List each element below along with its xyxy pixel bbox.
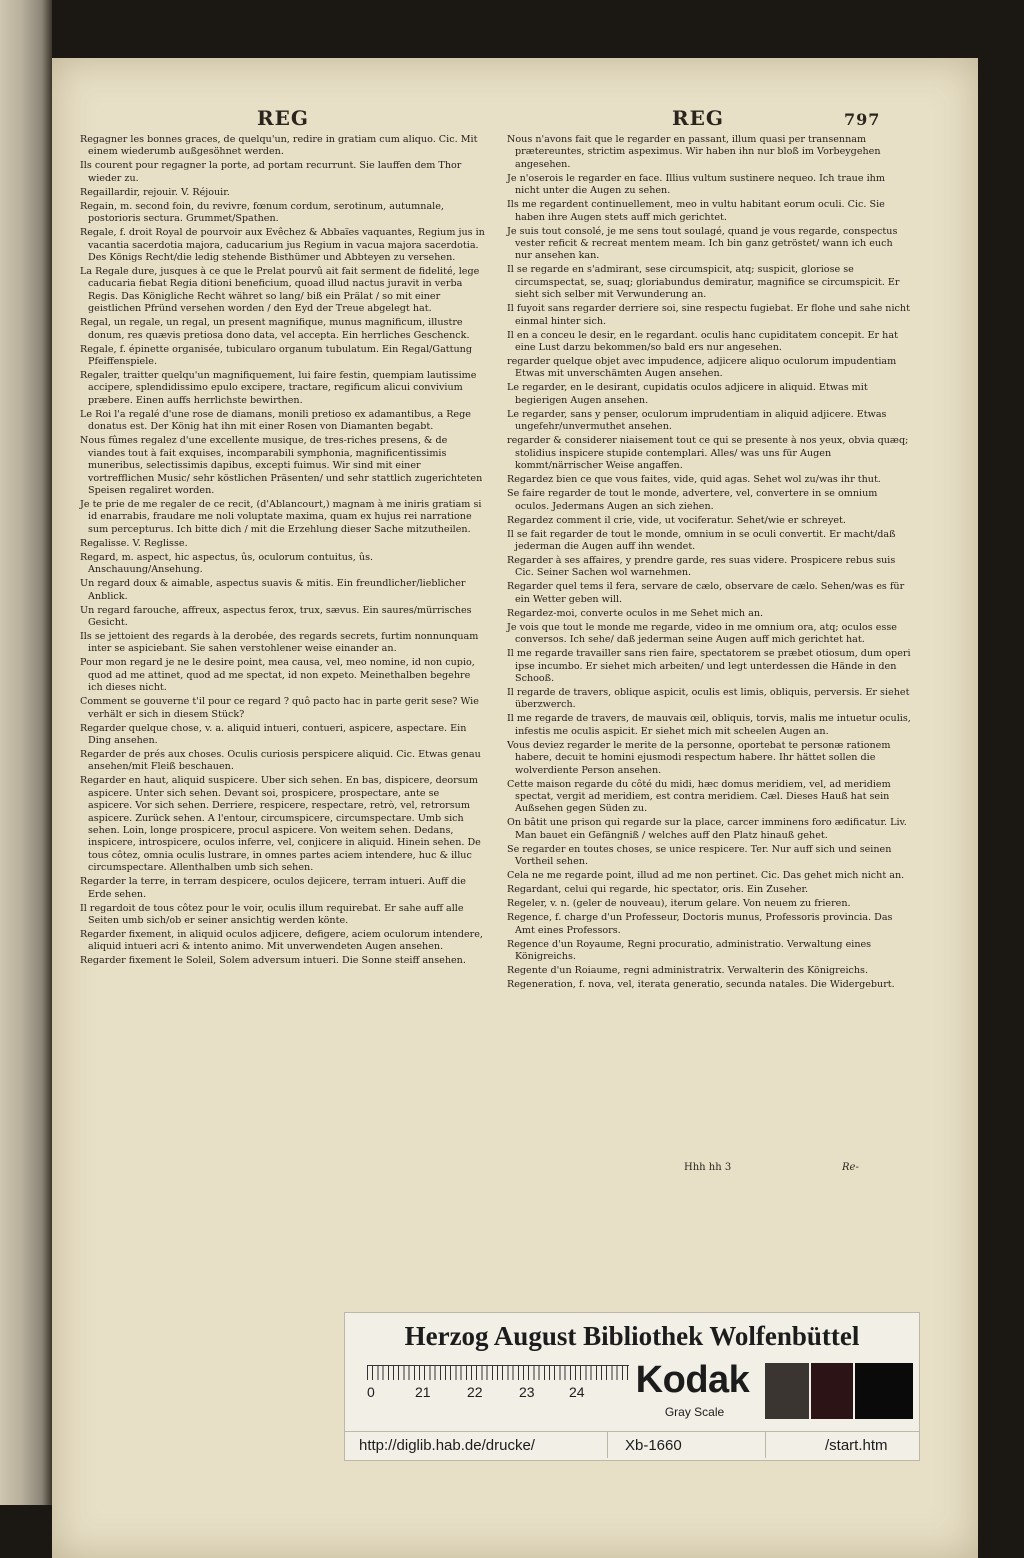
dictionary-entry: Regarder la terre, in terram despicere, oculos dejicere, terram intueri. Auff die Erde sehen.	[80, 876, 466, 900]
dictionary-entry: Je te prie de me regaler de ce recit, (d'Ablancourt,) magnam à me iniris gratiam si id enarrabis, fraudare me noli voluptate maxima, quam ex hujus rei narratione sum percepturus. Ich bitte dich / mit die Erzehlung dieser Sache mitzutheilen.	[80, 498, 482, 535]
dictionary-entry: Vous deviez regarder le merite de la personne, oportebat te personæ rationem habere, decuit te homini ejusmodi respectum habere. Ihr hättet sollen die wolverdiente Person ansehen.	[507, 739, 891, 776]
dictionary-entry: Le regarder, sans y penser, oculorum imprudentiam in aliquid adjicere. Etwas ungefehr/unvermuthet ansehen.	[507, 408, 887, 433]
dictionary-entry: Regagner les bonnes graces, de quelqu'un, redire in gratiam cum aliquo. Cic. Mit einem wiederumb außgesöhnet werden.	[80, 134, 478, 158]
dictionary-entry: Il en a conceu le desir, en le regardant. oculis hanc cupiditatem concepit. Er hat eine Lust darzu bekommen/so bald ers nur angesehen.	[507, 329, 898, 354]
dictionary-entry: Regard, m. aspect, hic aspectus, ûs, oculorum contuitus, ûs. Anschauung/Ansehung.	[80, 551, 374, 576]
dictionary-entry: Regardez comment il crie, vide, ut vociferatur. Sehet/wie er schreyet.	[507, 514, 846, 526]
scale-number: 24	[569, 1384, 585, 1400]
dictionary-entry: Le regarder, en le desirant, cupidatis oculos adjicere in aliquid. Etwas mit begierigen Augen ansehen.	[507, 382, 868, 406]
dictionary-entry: Regale, f. épinette organisée, tubicularo organum tubulatum. Ein Regal/Gattung Pfeiffenspiele.	[80, 343, 472, 368]
dictionary-entry: Regente d'un Roiaume, regni administratrix. Verwalterin des Königreichs.	[507, 965, 869, 976]
dictionary-entry: Un regard doux & aimable, aspectus suavis & mitis. Ein freundlicher/lieblicher Anblick.	[80, 578, 466, 602]
gray-scale-label: Gray Scale	[664, 1405, 725, 1419]
dictionary-entry: Regarder en haut, aliquid suspicere. Uber sich sehen. En bas, dispicere, deorsum aspicere. Unter sich sehen. Devant soi, prospicere, prospectare, ante se aspicere. Vor sich sehen. Derriere, respicere, respectare, retrò, vel, retrorsum aspicere. Zurück sehen. A l'entour, circumspicere, circumspectare. Umb sich sehen. Loin, longe prospicere, procul aspicere. Von weitem sehen. Dedans, inspicere, introspicere, oculos inferre, vel, conjicere in aliquid. Hinein sehen. De tous côtez, omnia oculis lustrare, in omnes partes aciem intendere, huc & illuc circumspectare. Allenthalben umb sich sehen.	[80, 775, 481, 874]
scale-number: 21	[415, 1384, 431, 1400]
dictionary-entry: Le Roi l'a regalé d'une rose de diamans, monili pretioso ex adamantibus, a Rege donatus est. Der König hat ihn mit einer Rosen von Diamanten begabt.	[80, 408, 471, 433]
library-name: Herzog August Bibliothek Wolfenbüttel	[404, 1321, 860, 1351]
dictionary-entry: Il regarde de travers, oblique aspicit, oculis est limis, obliquis, perversis. Er siehet überzwerch.	[507, 686, 910, 711]
dictionary-entry: Regardant, celui qui regarde, hic spectator, oris. Ein Zuseher.	[507, 884, 809, 896]
dictionary-entry: Regalisse. V. Reglisse.	[80, 537, 188, 549]
dictionary-entry: Il se regarde en s'admirant, sese circumspicit, atq; suspicit, gloriose se circumspectat, se, suaq; gloriabundus demiratur, magnifice se circumspicit. Er sieht sich selber mit Verwunderung an.	[507, 264, 900, 301]
label-footer	[345, 1431, 919, 1458]
book-spine	[0, 0, 52, 1505]
library-label	[344, 1312, 920, 1461]
dictionary-entry: Se regarder en toutes choses, se unice respicere. Ter. Nur auff sich und seinen Vortheil sehen.	[507, 843, 892, 868]
dictionary-entry: regarder quelque objet avec impudence, adjicere aliquo oculorum impudentiam Etwas mit unverschämten Augen ansehen.	[507, 356, 897, 380]
dictionary-entry: Je vois que tout le monde me regarde, video in me omnium ora, atq; oculos esse conversos. Ich sehe/ daß jederman seine Augen auff mich gerichtet hat.	[507, 621, 897, 646]
dictionary-entry: Regain, m. second foin, du revivre, fœnum cordum, serotinum, autumnale, postorioris sectura. Grummet/Spathen.	[80, 200, 444, 225]
scale-number: 22	[467, 1384, 483, 1400]
dictionary-entry: La Regale dure, jusques à ce que le Prelat pourvû ait fait serment de fidelité, lege caducaria fiebat Regia ditioni beneficium, quoad illud nactus juravit in verba Regis. Das Königliche Recht währet so lang/ biß ein Prälat / so mit einer geistlichen Pfründ versehen worden / den Eyd der Treue abgelegt hat.	[80, 266, 480, 315]
dictionary-entry: Il regardoit de tous côtez pour le voir, oculis illum requirebat. Er sahe auff alle Seiten umb sich/ob er seiner ansichtig werden könte.	[80, 902, 464, 927]
dictionary-entry: Regeneration, f. nova, vel, iterata generatio, secunda natales. Die Widergeburt.	[507, 979, 895, 990]
gray-swatch	[855, 1363, 913, 1419]
dictionary-entry: Il se fait regarder de tout le monde, omnium in se oculi convertit. Er macht/daß jederman die Augen auff ihn wendet.	[507, 528, 896, 552]
catchword: Re-	[842, 1162, 859, 1173]
dictionary-entry: Nous fûmes regalez d'une excellente musique, de tres-riches presens, & de viandes tout à fait exquises, incomparabili symphonia, magnificentissimis muneribus, selectissimis dapibus, excepti fuimus. Wir sind mit einer vortrefflichen Music/ sehr köstlichen Präsenten/ und sehr stattlich zugerichteten Speisen regaliret worden.	[80, 435, 483, 496]
dictionary-entry: Ils se jettoient des regards à la derobée, des regards secrets, furtim nonnunquam inter se aspiciebant. Sie sahen verstohlener weise einander an.	[80, 630, 479, 655]
dictionary-entry: Regence, f. charge d'un Professeur, Doctoris munus, Professoris provincia. Das Amt eines Professors.	[507, 912, 893, 936]
dictionary-entry: Regarder quelque chose, v. a. aliquid intueri, contueri, aspicere, aspectare. Ein Ding ansehen.	[80, 722, 467, 746]
dictionary-entry: Je n'oserois le regarder en face. Illius vultum sustinere nequeo. Ich traue ihm nicht unter die Augen zu sehen.	[507, 172, 885, 197]
dictionary-entry: Il fuyoit sans regarder derriere soi, sine respectu fugiebat. Er flohe und sahe nicht einmal hinter sich.	[507, 303, 910, 327]
dictionary-entry: Regale, f. droit Royal de pourvoir aux Evêchez & Abbaïes vaquantes, Regium jus in vacantia sacerdotia majora, caducarium jus Regium in vacua majora sacerdotia. Des Königs Recht/die ledig stehende Bisthümer und Abbteyen zu versehen.	[80, 227, 485, 264]
scale-number: 0	[367, 1384, 375, 1400]
dictionary-entry: Regaillardir, rejouir. V. Réjouir.	[80, 186, 230, 198]
left-column	[80, 134, 485, 969]
dictionary-entry: Regardez-moi, converte oculos in me Sehet mich an.	[507, 607, 764, 619]
dictionary-entry: Regarder de prés aux choses. Oculis curiosis perspicere aliquid. Cic. Etwas genau ansehen/mit Fleiß beschauen.	[80, 748, 481, 773]
signature-mark: Hhh hh 3	[684, 1162, 732, 1173]
shelfmark: Xb-1660	[625, 1437, 682, 1454]
url-prefix: http://diglib.hab.de/drucke/	[359, 1437, 535, 1454]
dictionary-entry: Regarder quel tems il fera, servare de cælo, observare de cælo. Sehen/was es für ein Wetter geben will.	[507, 581, 905, 605]
gray-swatch	[811, 1363, 853, 1419]
dictionary-entry: regarder & considerer niaisement tout ce qui se presente à nos yeux, obvia quæq; stolidius inspicere stupide contemplari. Alles/ was uns für Augen kommt/närrischer Weise angaffen.	[507, 435, 909, 472]
dictionary-entry: On bâtit une prison qui regarde sur la place, carcer imminens foro ædificatur. Liv. Man bauet ein Gefängniß / welches auff den Platz hinauß gehet.	[507, 817, 907, 841]
right-column	[507, 134, 912, 993]
scale-ruler	[367, 1365, 629, 1402]
dictionary-entry: Ils me regardent continuellement, meo in vultu habitant eorum oculi. Cic. Sie haben ihre Augen stets auff mich gerichtet.	[507, 199, 885, 223]
dictionary-entry: Se faire regarder de tout le monde, advertere, vel, convertere in se omnium oculos. Jedermans Augen an sich ziehen.	[507, 488, 878, 512]
url-suffix: /start.htm	[825, 1437, 888, 1454]
dictionary-entry: Regence d'un Royaume, Regni procuratio, administratio. Verwaltung eines Königreichs.	[507, 938, 872, 962]
scale-number: 23	[519, 1384, 535, 1400]
dictionary-entry: Il me regarde travailler sans rien faire, spectatorem se præbet otiosum, dum operi ipse incumbo. Er siehet mich arbeiten/ und legt unterdessen die Hände in den Schooß.	[507, 648, 911, 684]
gray-swatch	[765, 1363, 809, 1419]
dictionary-entry: Regal, un regale, un regal, un present magnifique, munus magnificum, illustre donum, res quævis pretiosa dono data, vel accepta. Ein herrliches Geschenck.	[80, 317, 470, 341]
dictionary-entry: Regarder fixement le Soleil, Solem adversum intueri. Die Sonne steiff ansehen.	[80, 955, 466, 967]
kodak-logo: Kodak	[635, 1359, 750, 1401]
dictionary-entry: Regaler, traitter quelqu'un magnifiquement, lui faire festin, quempiam lautissime accipere, splendidissimo epulo excipere, tractare, regificum alicui convivium præbere. Einen auffs herrlichste bewirthen.	[80, 370, 477, 406]
page-number: 797	[844, 110, 881, 129]
dictionary-entry: Pour mon regard je ne le desire point, mea causa, vel, meo nomine, id non cupio, quod ad me attinet, quod ad me spectat, id non expeto. Meinethalben begehre ich dieses nicht.	[80, 657, 475, 694]
dictionary-entry: Cette maison regarde du côté du midi, hæc domus meridiem, vel, ad meridiem spectat, vergit ad meridiem, est contra meridiem. Cæl. Dieses Hauß hat sein Außsehen gegen Süden zu.	[507, 778, 891, 815]
dictionary-entry: Regardez bien ce que vous faites, vide, quid agas. Sehet wol zu/was ihr thut.	[507, 474, 881, 486]
left-heading: REG	[257, 106, 309, 130]
dictionary-entry: Ils courent pour regagner la porte, ad portam recurrunt. Sie lauffen dem Thor wieder zu.	[80, 160, 462, 184]
dictionary-entry: Nous n'avons fait que le regarder en passant, illum quasi per transennam prætereuntes, strictim aspeximus. Wir haben ihn nur bloß im Vorbeygehen angesehen.	[507, 134, 881, 170]
right-heading: REG	[672, 106, 724, 130]
dictionary-entry: Regarder fixement, in aliquid oculos adjicere, defigere, aciem oculorum intendere, aliquid intueri acri & intento animo. Mit unverwendeten Augen ansehen.	[80, 929, 483, 953]
dictionary-entry: Regarder à ses affaires, y prendre garde, res suas videre. Prospicere rebus suis Cic. Seiner Sachen wol warnehmen.	[507, 554, 896, 579]
dictionary-entry: Cela ne me regarde point, illud ad me non pertinet. Cic. Das gehet mich nicht an.	[507, 870, 905, 882]
dictionary-entry: Il me regarde de travers, de mauvais œil, obliquis, torvis, malis me intuetur oculis, infestis me oculis aspicit. Er siehet mich mit scheelen Augen an.	[507, 713, 911, 737]
dictionary-entry: Un regard farouche, affreux, aspectus ferox, trux, sævus. Ein saures/mürrisches Gesicht.	[80, 604, 472, 628]
dictionary-entry: Je suis tout consolé, je me sens tout soulagé, quand je vous regarde, conspectus vester reficit & recreat mentem meam. Ich bin ganz getröstet/ wann ich euch nur ansehen kan.	[507, 225, 898, 262]
dictionary-entry: Comment se gouverne t'il pour ce regard ? quô pacto hac in parte gerit sese? Wie verhält er sich in diesem Stück?	[80, 696, 479, 720]
dictionary-entry: Regeler, v. n. (geler de nouveau), iterum gelare. Von neuem zu frieren.	[507, 898, 851, 910]
